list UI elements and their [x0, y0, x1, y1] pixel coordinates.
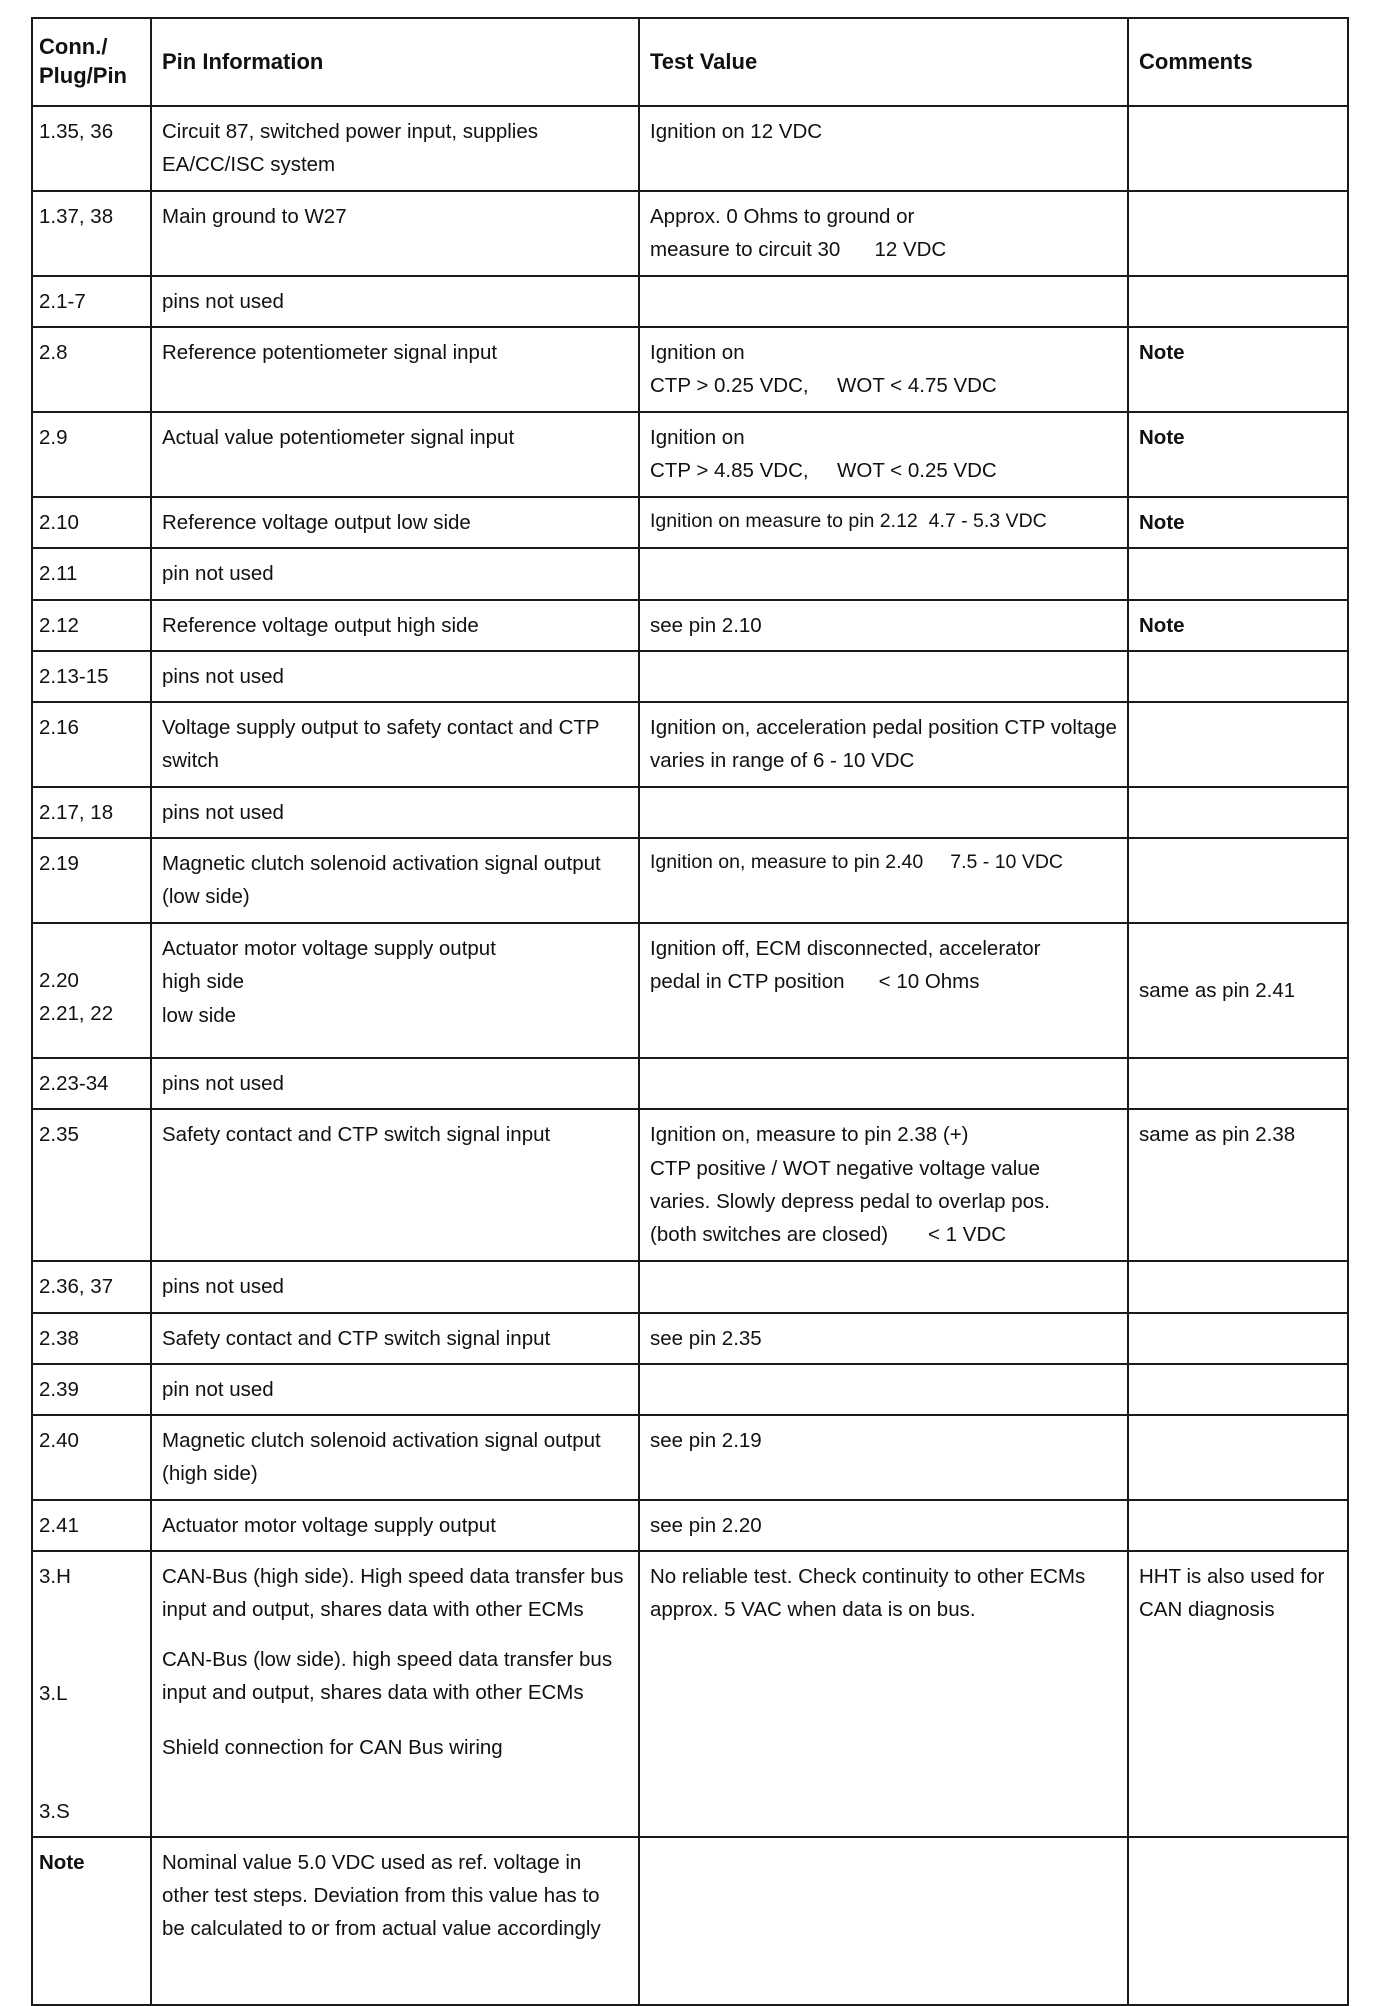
test-value-cell [639, 923, 1128, 1058]
table-row [32, 600, 1348, 651]
info-cell: Main ground to W27 [151, 191, 639, 276]
pin-cell: 1.37, 38 [32, 191, 151, 276]
comments-cell [1128, 651, 1348, 702]
test-line: Ignition on [650, 341, 745, 365]
pin-label: 3.L [39, 1682, 68, 1706]
info-cell: Nominal value 5.0 VDC used as ref. voltage in other test steps. Deviation from this value has to be calculated to or from actual value accordingly [151, 1837, 639, 2005]
test-value-cell: see pin 2.19 [639, 1415, 1128, 1500]
comments-cell [1128, 1261, 1348, 1312]
test-line: Ignition on, measure to pin 2.38 (+) [650, 1123, 969, 1147]
comments-cell [1128, 548, 1348, 599]
comments-cell [1128, 1415, 1348, 1500]
test-line: CTP > 0.25 VDC, WOT < 4.75 VDC [650, 374, 997, 398]
info-cell: Actuator motor voltage supply output [151, 1500, 639, 1551]
info-line: Actuator motor voltage supply output [162, 937, 496, 961]
test-value-cell: see pin 2.20 [639, 1500, 1128, 1551]
comments-cell: HHT is also used for CAN diagnosis [1128, 1551, 1348, 1837]
info-cell: Safety contact and CTP switch signal input [151, 1313, 639, 1364]
info-cell: pins not used [151, 787, 639, 838]
comments-cell [1128, 1500, 1348, 1551]
table-row [32, 1058, 1348, 1109]
test-line: No reliable test. Check continuity to other ECMs [650, 1565, 1086, 1589]
info-line: low side [162, 1003, 237, 1027]
table-row [32, 1313, 1348, 1364]
pin-cell: 2.39 [32, 1364, 151, 1415]
pin-cell: 2.8 [32, 327, 151, 412]
info-cell: pins not used [151, 1261, 639, 1312]
pin-label: 3.S [39, 1799, 70, 1823]
table-row [32, 787, 1348, 838]
comments-cell [1128, 787, 1348, 838]
test-value-cell [639, 548, 1128, 599]
table-row [32, 1500, 1348, 1551]
pin-cell: 2.35 [32, 1109, 151, 1261]
pin-cell: 2.36, 37 [32, 1261, 151, 1312]
info-cell: Magnetic clutch solenoid activation signal output (low side) [151, 838, 639, 923]
comments-cell: Note [1128, 497, 1348, 548]
test-line: Ignition off, ECM disconnected, accelerator [650, 937, 1041, 961]
info-cell: Safety contact and CTP switch signal input [151, 1109, 639, 1261]
test-line: Approx. 0 Ohms to ground or [650, 205, 915, 228]
comments-cell [1128, 191, 1348, 276]
info-cell: pin not used [151, 548, 639, 599]
table-row [32, 1109, 1348, 1261]
pin-information-table [31, 17, 1349, 2006]
table-row [32, 1837, 1348, 2005]
test-value-cell: see pin 2.10 [639, 600, 1128, 651]
pin-cell: 2.38 [32, 1313, 151, 1364]
test-value-cell [639, 276, 1128, 327]
test-value-cell [639, 651, 1128, 702]
test-value-cell [639, 1551, 1128, 1837]
pin-cell: 2.17, 18 [32, 787, 151, 838]
test-line: measure to circuit 30 12 VDC [650, 238, 947, 262]
table-row [32, 191, 1348, 276]
table-row [32, 497, 1348, 548]
test-value-cell [639, 1058, 1128, 1109]
info-cell: Reference potentiometer signal input [151, 327, 639, 412]
pin-cell [32, 923, 151, 1058]
table-row [32, 106, 1348, 191]
info-line: Shield connection for CAN Bus wiring [162, 1736, 503, 1760]
header-conn: Conn./ Plug/Pin [32, 18, 151, 106]
table-row [32, 1551, 1348, 1837]
test-value-cell [639, 1261, 1128, 1312]
pin-cell: 2.1-7 [32, 276, 151, 327]
table-row [32, 702, 1348, 787]
pin-cell: 2.12 [32, 600, 151, 651]
info-cell: Circuit 87, switched power input, supplies EA/CC/ISC system [151, 106, 639, 191]
comments-cell [1128, 1313, 1348, 1364]
table-row [32, 412, 1348, 497]
header-row [32, 18, 1348, 106]
info-cell: Magnetic clutch solenoid activation signal output (high side) [151, 1415, 639, 1500]
test-value-cell [639, 1837, 1128, 2005]
pin-cell: 2.40 [32, 1415, 151, 1500]
pin-cell: 2.10 [32, 497, 151, 548]
info-line: CAN-Bus (high side). High speed data transfer bus input and output, shares data with other ECMs [162, 1565, 624, 1622]
table-row [32, 548, 1348, 599]
info-cell [151, 1551, 639, 1837]
table-row [32, 327, 1348, 412]
info-line: high side [162, 970, 245, 994]
comments-cell [1128, 1837, 1348, 2005]
test-value-cell: see pin 2.35 [639, 1313, 1128, 1364]
info-cell: pins not used [151, 276, 639, 327]
test-value-cell [639, 1364, 1128, 1415]
comments-cell: Note [1128, 412, 1348, 497]
test-line: varies. Slowly depress pedal to overlap pos. [650, 1189, 1050, 1213]
header-pin-information: Pin Information [151, 18, 639, 106]
test-value-cell [639, 412, 1128, 497]
test-value-cell: Ignition on 12 VDC [639, 106, 1128, 191]
test-value-cell [639, 191, 1128, 276]
comments-cell: same as pin 2.38 [1128, 1109, 1348, 1261]
comments-cell [1128, 106, 1348, 191]
pin-cell: 2.23-34 [32, 1058, 151, 1109]
comments-cell [1128, 1364, 1348, 1415]
test-value-cell: Ignition on, acceleration pedal position CTP voltage varies in range of 6 - 10 VDC [639, 702, 1128, 787]
comments-cell: Note [1128, 327, 1348, 412]
header-comments: Comments [1128, 18, 1348, 106]
pin-cell: 2.19 [32, 838, 151, 923]
pin-cell: 2.13-15 [32, 651, 151, 702]
comments-cell [1128, 276, 1348, 327]
info-cell: Reference voltage output low side [151, 497, 639, 548]
test-line: CTP positive / WOT negative voltage value [650, 1156, 1041, 1180]
comments-cell [1128, 838, 1348, 923]
info-cell: pins not used [151, 1058, 639, 1109]
test-value-cell [639, 1109, 1128, 1261]
test-line: approx. 5 VAC when data is on bus. [650, 1598, 976, 1622]
pin-cell: 2.9 [32, 412, 151, 497]
table-row [32, 1364, 1348, 1415]
header-test-value: Test Value [639, 18, 1128, 106]
info-cell: Voltage supply output to safety contact and CTP switch [151, 702, 639, 787]
info-cell: Reference voltage output high side [151, 600, 639, 651]
pin-cell: 2.16 [32, 702, 151, 787]
test-line: Ignition on [650, 426, 745, 450]
pin-cell: Note [32, 1837, 151, 2005]
info-cell: pin not used [151, 1364, 639, 1415]
pin-label: 3.H [39, 1565, 71, 1589]
info-cell: pins not used [151, 651, 639, 702]
info-line: CAN-Bus (low side). high speed data transfer bus input and output, shares data with other ECMs [162, 1647, 613, 1704]
table-row [32, 651, 1348, 702]
pin-cell: 2.41 [32, 1500, 151, 1551]
test-line: (both switches are closed) < 1 VDC [650, 1223, 1007, 1247]
table-row [32, 1261, 1348, 1312]
pin-label: 2.21, 22 [39, 1002, 114, 1026]
info-cell: Actual value potentiometer signal input [151, 412, 639, 497]
test-value-cell [639, 327, 1128, 412]
test-line: pedal in CTP position < 10 Ohms [650, 970, 980, 994]
pin-cell [32, 1551, 151, 1837]
test-value-cell [639, 787, 1128, 838]
test-value-cell: Ignition on measure to pin 2.12 4.7 - 5.3 VDC [639, 497, 1128, 548]
table-row [32, 838, 1348, 923]
table-row [32, 276, 1348, 327]
comments-cell [1128, 702, 1348, 787]
test-line: CTP > 4.85 VDC, WOT < 0.25 VDC [650, 459, 997, 483]
info-cell [151, 923, 639, 1058]
test-value-cell: Ignition on, measure to pin 2.40 7.5 - 10 VDC [639, 838, 1128, 923]
table-row [32, 923, 1348, 1058]
pin-cell: 2.11 [32, 548, 151, 599]
pin-label: 2.20 [39, 969, 79, 993]
table-row [32, 1415, 1348, 1500]
comments-cell: same as pin 2.41 [1128, 923, 1348, 1058]
comments-cell: Note [1128, 600, 1348, 651]
comments-cell [1128, 1058, 1348, 1109]
pin-cell: 1.35, 36 [32, 106, 151, 191]
